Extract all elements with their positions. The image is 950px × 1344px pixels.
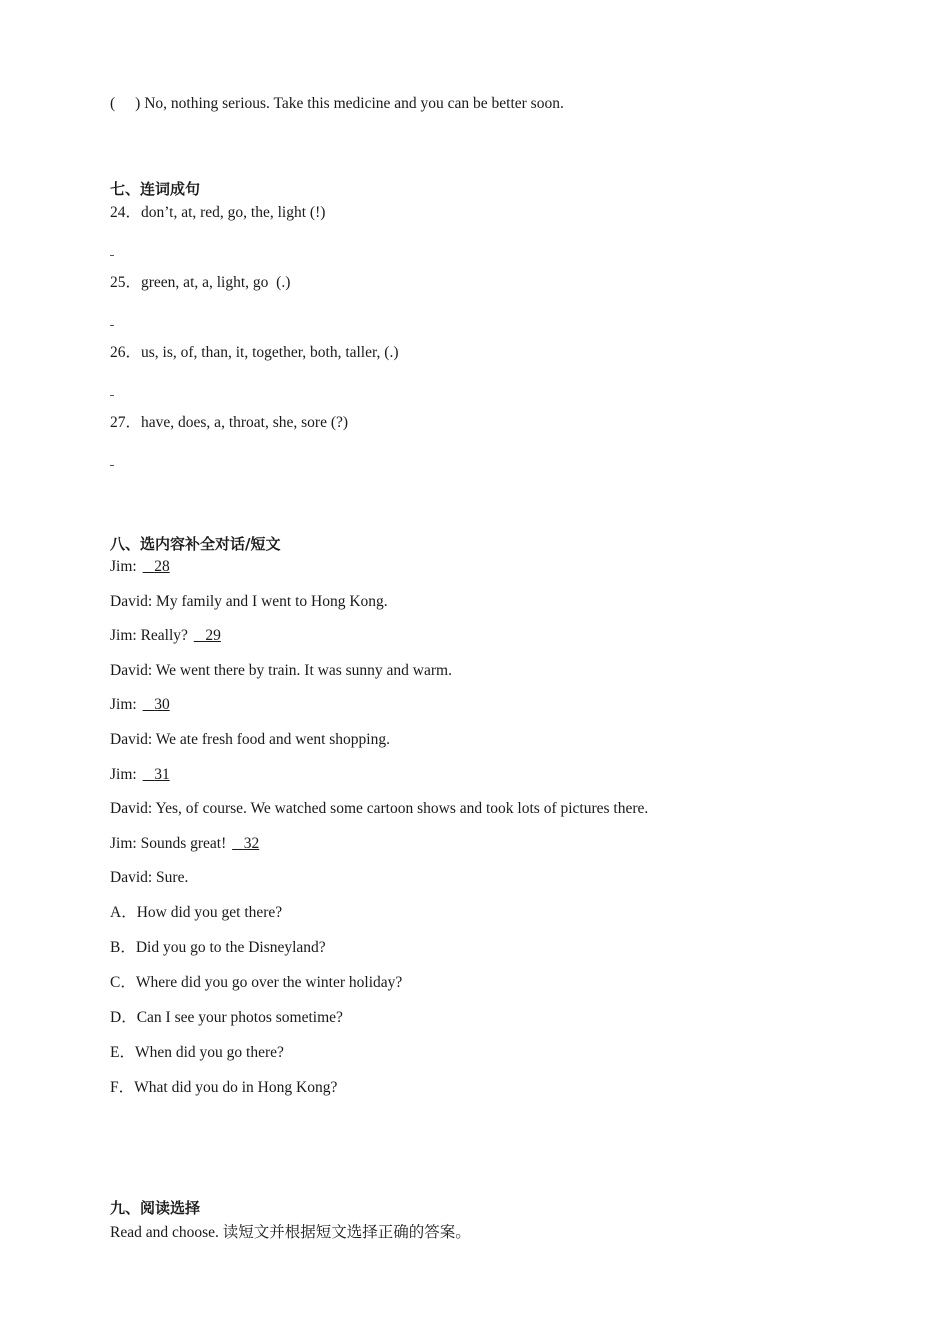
option-text: How did you get there? — [136, 904, 283, 921]
question-text: green, at, a, light, go (.) — [141, 274, 291, 291]
option-item — [110, 1078, 337, 1098]
blank-number: 28 — [154, 558, 170, 575]
blank-28[interactable] — [141, 558, 170, 575]
option-text: Can I see your photos sometime? — [136, 1009, 343, 1026]
question-number: 27． — [110, 414, 142, 431]
option-item — [110, 938, 326, 958]
option-letter: D． — [110, 1009, 137, 1026]
dialogue-text: Jim: — [110, 766, 141, 783]
dialogue-line — [110, 695, 170, 715]
blank-32[interactable] — [230, 835, 259, 852]
dialogue-line — [110, 765, 170, 785]
question-item — [110, 413, 348, 433]
option-letter: A． — [110, 904, 137, 921]
dialogue-text: Jim: Really? — [110, 627, 192, 644]
dialogue-line — [110, 626, 221, 646]
answer-paren-close: ) — [135, 95, 141, 112]
option-text: Where did you go over the winter holiday? — [135, 974, 403, 991]
option-text: When did you go there? — [134, 1044, 284, 1061]
blank-31[interactable] — [141, 766, 170, 783]
question-item — [110, 273, 290, 293]
question-item — [110, 343, 398, 363]
question-number: 25． — [110, 274, 142, 291]
section-instruction: Read and choose. 读短文并根据短文选择正确的答案。 — [110, 1224, 471, 1241]
blank-number: 31 — [154, 766, 170, 783]
dialogue-line: David: We went there by train. It was sunny and warm. — [110, 662, 452, 679]
option-letter: E． — [110, 1044, 135, 1061]
dialogue-line: David: We ate fresh food and went shopping. — [110, 731, 390, 748]
option-item — [110, 903, 282, 923]
dialogue-line: David: Sure. — [110, 869, 189, 886]
answer-line[interactable] — [110, 395, 114, 396]
option-item — [110, 973, 402, 993]
dialogue-text: Jim: — [110, 696, 141, 713]
dialogue-line: David: Yes, of course. We watched some cartoon shows and took lots of pictures there. — [110, 800, 649, 817]
option-item — [110, 1043, 284, 1063]
option-text: Did you go to the Disneyland? — [135, 939, 326, 956]
option-item — [110, 1008, 343, 1028]
answer-paren-open: ( — [110, 95, 116, 112]
question-number: 24． — [110, 204, 142, 221]
blank-30[interactable] — [141, 696, 170, 713]
question-text: No, nothing serious. Take this medicine and you can be better soon. — [144, 95, 564, 112]
question-item — [110, 203, 325, 223]
option-letter: B． — [110, 939, 136, 956]
section-title: 七、连词成句 — [110, 180, 201, 198]
section-title: 九、阅读选择 — [110, 1199, 201, 1217]
blank-number: 32 — [243, 835, 260, 852]
dialogue-text: Jim: Sounds great! — [110, 835, 231, 852]
question-item — [110, 94, 564, 114]
question-text: us, is, of, than, it, together, both, taller, (.) — [141, 344, 399, 361]
blank-number: 30 — [154, 696, 170, 713]
question-text: don’t, at, red, go, the, light (!) — [141, 204, 326, 221]
blank-number: 29 — [205, 627, 221, 644]
answer-line[interactable] — [110, 325, 114, 326]
blank-29[interactable] — [192, 627, 221, 644]
dialogue-text: Jim: — [110, 558, 141, 575]
question-text: have, does, a, throat, she, sore (?) — [141, 414, 349, 431]
dialogue-line — [110, 557, 170, 577]
option-text: What did you do in Hong Kong? — [134, 1079, 338, 1096]
option-letter: C． — [110, 974, 136, 991]
dialogue-line — [110, 834, 259, 854]
section-title: 八、选内容补全对话/短文 — [110, 535, 281, 553]
answer-line[interactable] — [110, 465, 114, 466]
answer-line[interactable] — [110, 255, 114, 256]
question-number: 26． — [110, 344, 142, 361]
dialogue-line: David: My family and I went to Hong Kong. — [110, 593, 388, 610]
option-letter: F． — [110, 1079, 135, 1096]
